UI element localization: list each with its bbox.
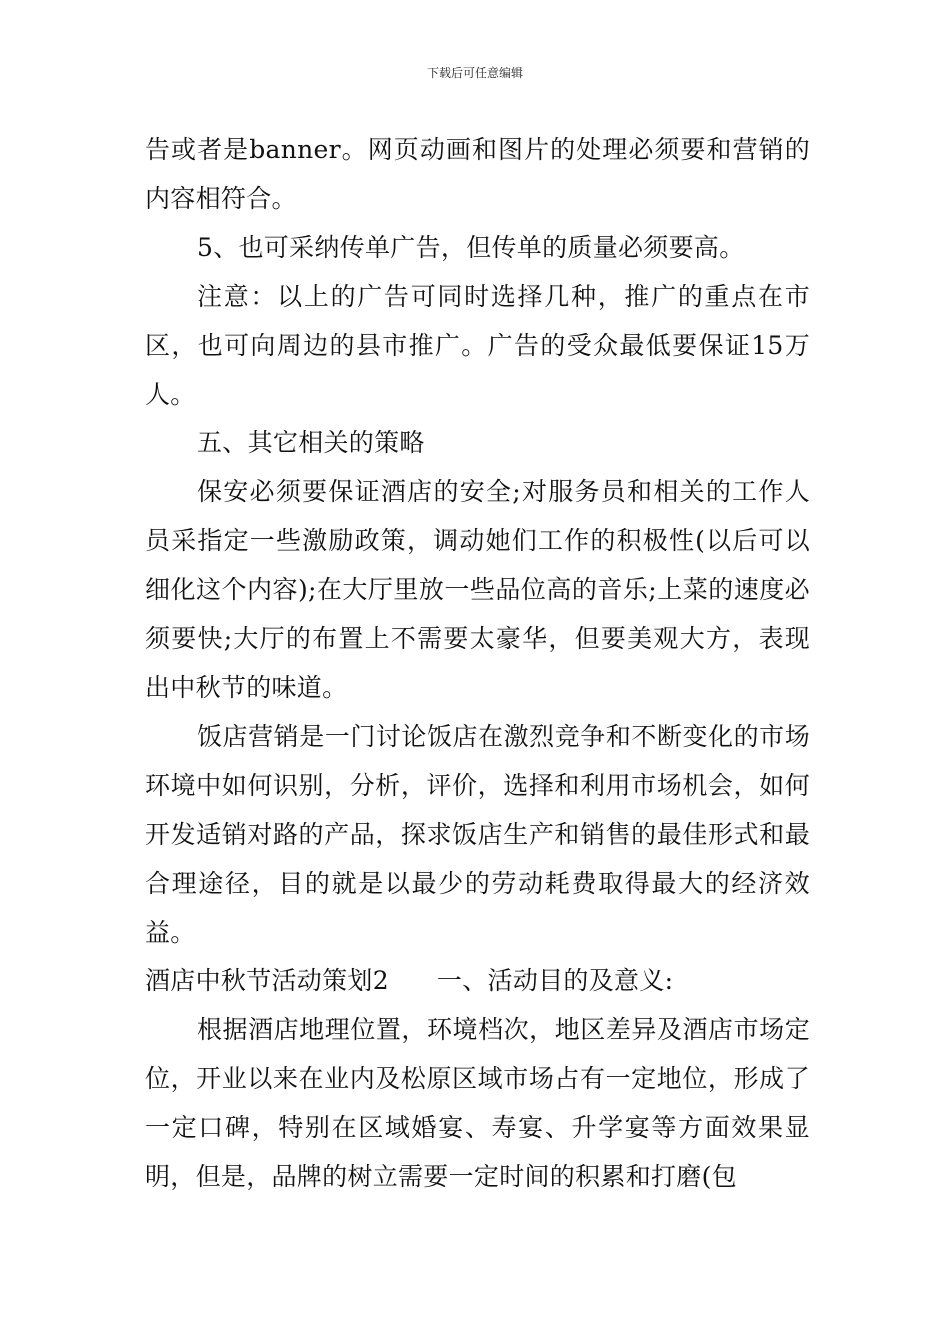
section-heading-purpose: 一、活动目的及意义: xyxy=(436,966,674,996)
paragraph-flyer-ad: 5、也可采纳传单广告，但传单的质量必须要高。 xyxy=(197,232,745,262)
paragraph-note: 注意：以上的广告可同时选择几种，推广的重点在市区，也可向周边的县市推广。广告的受众最低要保证15万人。 xyxy=(145,281,810,409)
page-header: 下载后可任意编辑 xyxy=(426,66,523,80)
paragraph-hotel-position: 根据酒店地理位置，环境档次，地区差异及酒店市场定位，开业以来在业内及松原区域市场占有一定地位，形成了一定口碑，特别在区域婚宴、寿宴、升学宴等方面效果显明，但是，品牌的树立需要一定时间的积累和打磨(包 xyxy=(145,1015,810,1192)
paragraph-security-staff: 保安必须要保证酒店的安全;对服务员和相关的工作人员采指定一些激励政策，调动她们工作的积极性(以后可以细化这个内容);在大厅里放一些品位高的音乐;上菜的速度必须要快;大厅的布置上不需要太豪华，但要美观大方，表现出中秋节的味道。 xyxy=(145,477,810,702)
document-body xyxy=(145,126,810,1202)
paragraph-hotel-marketing: 饭店营销是一门讨论饭店在激烈竞争和不断变化的市场环境中如何识别，分析，评价，选择和利用市场机会，如何开发适销对路的产品，探求饭店生产和销售的最佳形式和最合理途径，目的就是以最少的劳动耗费取得最大的经济效益。 xyxy=(145,721,810,947)
plan-title: 酒店中秋节活动策划2 xyxy=(145,966,389,996)
paragraph-banner-ad: 告或者是banner。网页动画和图片的处理必须要和营销的内容相符合。 xyxy=(145,135,810,213)
section-heading-other-strategies: 五、其它相关的策略 xyxy=(197,428,425,458)
document-title-line xyxy=(145,957,810,1006)
